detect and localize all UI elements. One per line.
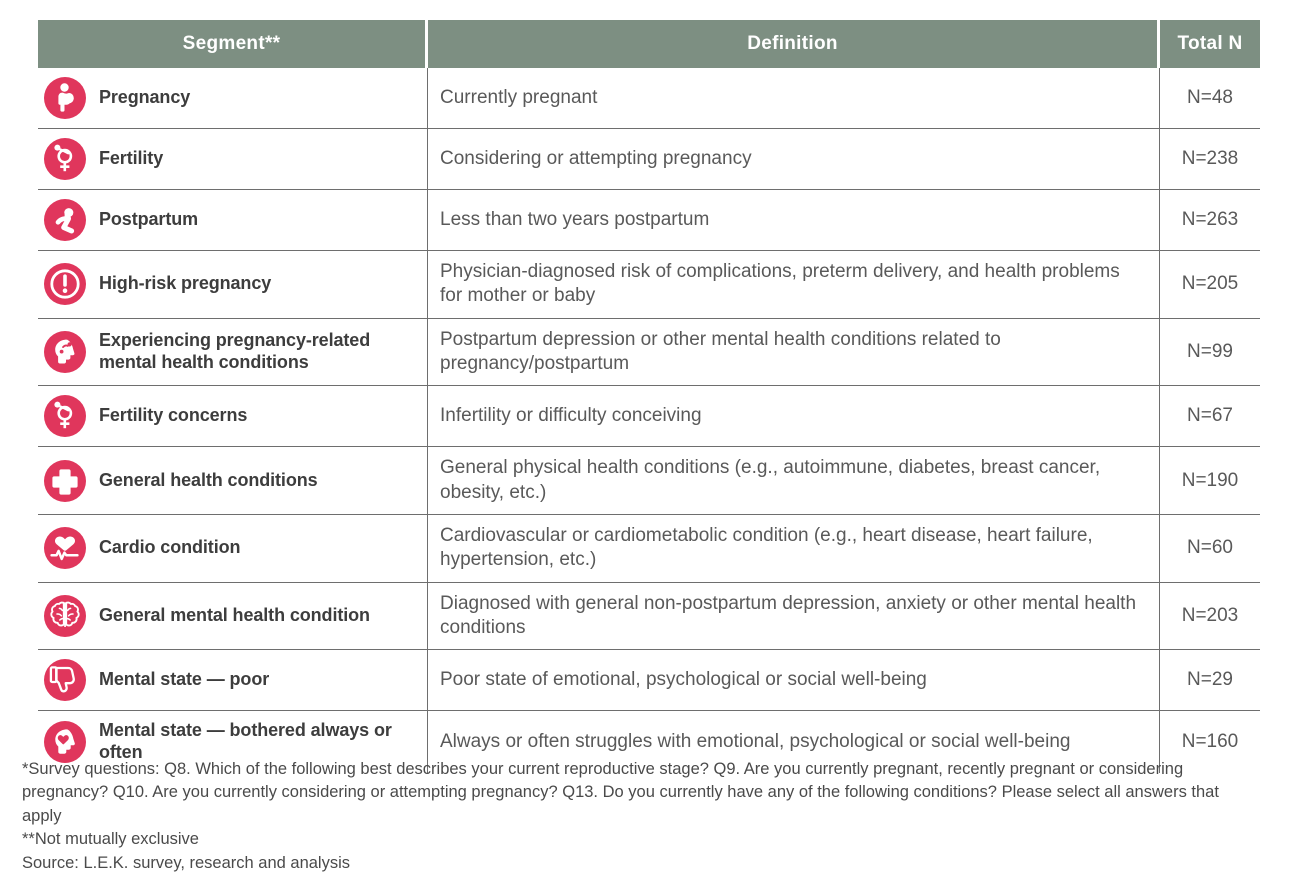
definition-cell: General physical health conditions (e.g., autoimmune, diabetes, breast cancer, obesity, etc.) [428,447,1160,515]
segment-label: Cardio condition [99,537,241,558]
total-n-cell: N=160 [1160,711,1260,773]
definition-cell: Cardiovascular or cardiometabolic condition (e.g., heart disease, heart failure, hypertension, etc.) [428,515,1160,583]
total-n-cell: N=48 [1160,68,1260,129]
table-row [38,319,1260,387]
table-row [38,583,1260,651]
table-row [38,515,1260,583]
table-row [38,386,1260,447]
table-row [38,447,1260,515]
fertility-venus-sperm-icon [44,395,86,437]
column-header-segment: Segment** [38,20,428,68]
segment-cell [38,68,428,129]
column-header-total-n: Total N [1160,20,1260,68]
segment-cell [38,447,428,515]
medical-cross-icon [44,460,86,502]
thumbs-down-icon [44,659,86,701]
table-header-row [38,20,1260,68]
exclamation-alert-icon [44,263,86,305]
segment-label: Mental state — poor [99,669,270,690]
segment-label: General health conditions [99,469,318,490]
head-with-heart-icon [44,721,86,763]
total-n-cell: N=263 [1160,190,1260,251]
pregnant-woman-icon [44,77,86,119]
definition-cell: Less than two years postpartum [428,190,1160,251]
definition-cell: Considering or attempting pregnancy [428,129,1160,190]
footnote-source: Source: L.E.K. survey, research and analysis [22,853,351,872]
fertility-venus-sperm-icon [44,138,86,180]
segment-label: Fertility [99,148,164,169]
table-body [38,68,1260,773]
definition-cell: Infertility or difficulty conceiving [428,386,1160,447]
segment-definition-table [38,20,1260,773]
table-row [38,650,1260,711]
footnote-not-mutually-exclusive: **Not mutually exclusive [22,830,199,849]
table-row [38,251,1260,319]
total-n-cell: N=205 [1160,251,1260,319]
column-header-definition: Definition [428,20,1160,68]
segment-cell [38,386,428,447]
definition-cell: Postpartum depression or other mental health conditions related to pregnancy/postpartum [428,319,1160,387]
total-n-cell: N=60 [1160,515,1260,583]
segment-cell [38,251,428,319]
total-n-cell: N=238 [1160,129,1260,190]
heart-pulse-icon [44,527,86,569]
total-n-cell: N=29 [1160,650,1260,711]
total-n-cell: N=67 [1160,386,1260,447]
segment-label: Fertility concerns [99,405,248,426]
segment-cell [38,515,428,583]
segment-cell [38,319,428,387]
segment-label: General mental health condition [99,604,370,625]
segment-label: Experiencing pregnancy-related mental health conditions [99,329,371,372]
segment-cell [38,650,428,711]
segment-definition-table-wrapper [38,20,1260,773]
footnote-survey-questions: *Survey questions: Q8. Which of the following best describes your current reproductive stage? Q9. Are you currently pregnant, recently pregnant or considering pregnancy? Q10. Are you currently considering or attempting pregnancy? Q13. Do you currently have any of the following conditions? Please select all answers that apply [22,760,1219,825]
table-row [38,68,1260,129]
definition-cell: Always or often struggles with emotional, psychological or social well-being [428,711,1160,773]
total-n-cell: N=203 [1160,583,1260,651]
brain-icon [44,595,86,637]
table-header [38,20,1260,68]
segment-cell [38,129,428,190]
total-n-cell: N=190 [1160,447,1260,515]
definition-cell: Poor state of emotional, psychological or social well-being [428,650,1160,711]
head-with-baby-icon [44,331,86,373]
segment-label: Mental state — bothered always or often [99,720,392,763]
segment-cell [38,190,428,251]
footnotes [22,758,1252,875]
definition-cell: Currently pregnant [428,68,1160,129]
table-row [38,129,1260,190]
baby-icon [44,199,86,241]
definition-cell: Diagnosed with general non-postpartum depression, anxiety or other mental health conditions [428,583,1160,651]
segment-cell [38,583,428,651]
total-n-cell: N=99 [1160,319,1260,387]
segment-label: Pregnancy [99,87,191,108]
segment-label: High-risk pregnancy [99,273,272,294]
definition-cell: Physician-diagnosed risk of complications, preterm delivery, and health problems for mother or baby [428,251,1160,319]
segment-label: Postpartum [99,209,199,230]
table-row [38,190,1260,251]
